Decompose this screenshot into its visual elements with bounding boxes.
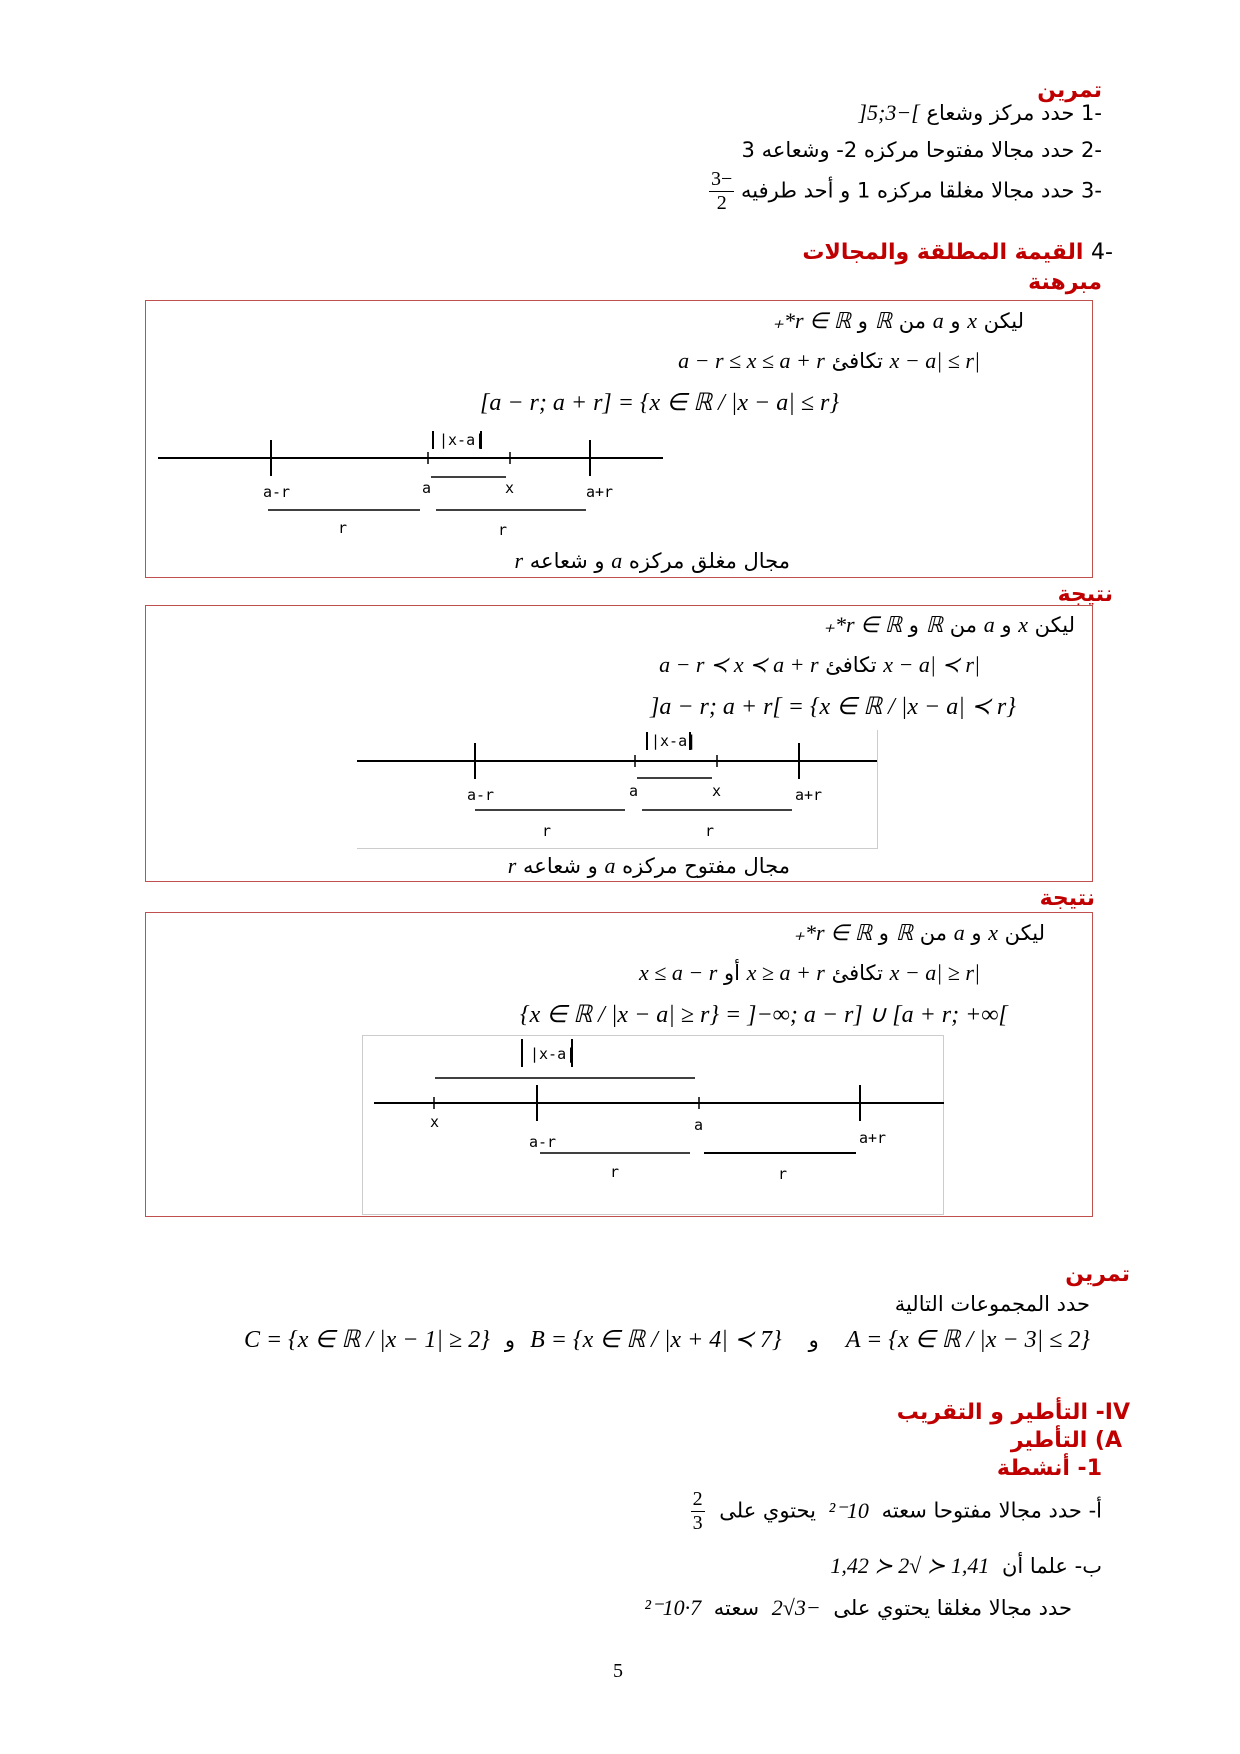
hypothesis-line: ليكن x و a من ℝ و r ∈ ℝ*₊ <box>793 920 1045 945</box>
set-C: C = {x ∈ ℝ / |x − 1| ≥ 2} <box>243 1327 490 1353</box>
item-number: -3 <box>1081 178 1102 203</box>
set-B: B = {x ∈ ℝ / |x + 4| ≺ 7} <box>530 1327 782 1353</box>
page-number: 5 <box>613 1660 623 1682</box>
exercise-title: تمرين <box>1037 78 1102 103</box>
item-number: -2 <box>1081 138 1102 162</box>
abs-label: |x-a| <box>439 431 485 449</box>
radius-label: r <box>338 519 348 537</box>
result-title: نتيجة <box>1057 582 1113 607</box>
x-label: x <box>712 782 722 800</box>
abs-label: |x-a| <box>651 732 697 750</box>
diagram-frame <box>357 730 878 849</box>
exercise-title: تمرين <box>1065 1262 1130 1287</box>
activity-b-task: حدد مجالا مغلقا يحتوي على −3√2 سعته 7·10⁻² <box>644 1595 1072 1620</box>
activity-a: أ- حدد مجالا مفتوحا سعته 10⁻² يحتوي على $\frac{2}{3}$ <box>692 1488 1102 1534</box>
item-text: حدد مجالا مغلقا مركزه 1 و أحد طرفيه <box>741 178 1075 203</box>
a-label: a <box>629 782 639 800</box>
exercise-item-1 <box>858 100 1102 126</box>
theorem-title: مبرهنة <box>1028 270 1102 295</box>
section-IV-title: IV- التأطير و التقريب <box>896 1400 1130 1425</box>
exercise-prompt: حدد المجموعات التالية <box>894 1292 1090 1316</box>
hypothesis-line: ليكن x و a من ℝ و r ∈ ℝ*₊ <box>823 612 1075 637</box>
exercise-item-3 <box>709 168 1102 215</box>
a-minus-r-label: a-r <box>529 1133 557 1151</box>
diagram-caption: مجال مفتوح مركزه a و شعاعه r <box>507 853 790 878</box>
set-equation: [a − r; a + r] = {x ∈ ℝ / |x − a| ≤ r} <box>480 390 839 416</box>
a-plus-r-label: a+r <box>859 1129 887 1147</box>
radius-label: r <box>778 1165 788 1183</box>
equivalence-line: |x − a| ≥ r تكافئ x ≥ a + r أو x ≤ a − r <box>639 960 980 985</box>
number-line-outside <box>362 1035 944 1215</box>
equivalence-line: |x − a| ≺ r تكافئ a − r ≺ x ≺ a + r <box>659 652 980 677</box>
equivalence-line: |x − a| ≤ r تكافئ a − r ≤ x ≤ a + r <box>678 348 980 373</box>
radius-label: r <box>542 822 552 840</box>
a-minus-r-label: a-r <box>263 483 291 501</box>
activity-b: ب- علما أن 1,41 ≺ √2 ≺ 1,42 <box>830 1553 1102 1578</box>
x-label: x <box>505 479 515 497</box>
number-line-closed <box>158 425 663 545</box>
abs-label: |x-a| <box>530 1045 576 1063</box>
radius-label: r <box>705 822 715 840</box>
set-equation: ]a − r; a + r[ = {x ∈ ℝ / |x − a| ≺ r} <box>650 694 1016 720</box>
x-label: x <box>430 1113 440 1131</box>
radius-label: r <box>498 521 508 539</box>
a-minus-r-label: a-r <box>467 786 495 804</box>
section-4-title: -4 القيمة المطلقة والمجالات <box>802 240 1113 265</box>
set-equation: {x ∈ ℝ / |x − a| ≥ r} = ]−∞; a − r] ∪ [a + r; +∞[ <box>520 1002 1008 1028</box>
fraction: $\frac{-3}{2}$ <box>711 168 733 214</box>
item-text: حدد مجالا مفتوحا مركزه 2- وشعاعه 3 <box>741 138 1075 162</box>
item-text: حدد مركز وشعاع <box>926 101 1075 125</box>
subsection-A-title: A) التأطير <box>1010 1428 1122 1453</box>
a-label: a <box>694 1116 704 1134</box>
item-math: ]−3;5[ <box>858 100 920 125</box>
a-label: a <box>422 479 432 497</box>
set-A: A = {x ∈ ℝ / |x − 3| ≤ 2} <box>845 1327 1090 1353</box>
a-plus-r-label: a+r <box>586 483 614 501</box>
item-number: -1 <box>1081 101 1102 125</box>
sets-line: A = {x ∈ ℝ / |x − 3| ≤ 2} و B = {x ∈ ℝ / |x + 4| ≺ 7} و C = {x ∈ ℝ / |x − 1| ≥ 2} <box>243 1327 1090 1353</box>
fraction: $\frac{2}{3}$ <box>692 1488 703 1534</box>
hypothesis-line: ليكن x و a من ℝ و r ∈ ℝ*₊ <box>772 308 1024 333</box>
diagram-caption: مجال مغلق مركزه a و شعاعه r <box>514 548 790 573</box>
a-plus-r-label: a+r <box>795 786 823 804</box>
result-title: نتيجة <box>1039 886 1095 911</box>
radius-label: r <box>610 1163 620 1181</box>
exercise-item-2 <box>742 138 1102 162</box>
activities-title: 1- أنشطة <box>996 1456 1102 1481</box>
